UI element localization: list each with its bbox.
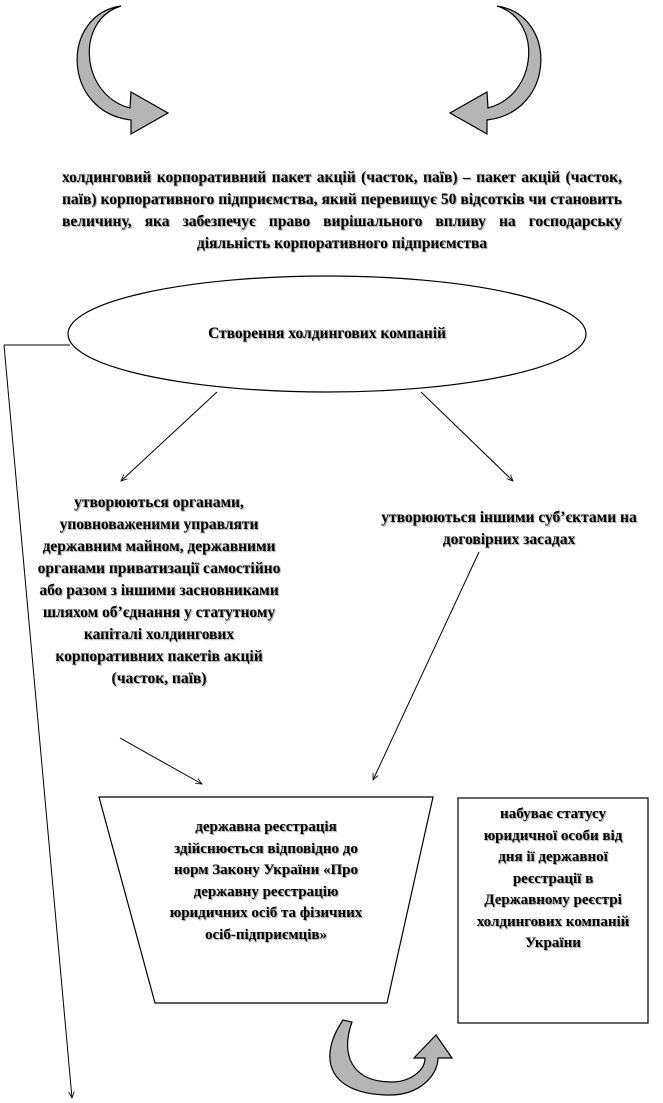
right-branch-text: утворюються іншими суб’єктами на договірних засадах <box>381 509 637 548</box>
curved-arrow-top-left-icon <box>77 6 168 134</box>
status-text: набуває статусу юридичної особи від дня ії державної реєстрації в Державному реєстрі холдингових компаній України <box>476 806 630 951</box>
definition-text: холдинговий корпоративний пакет акцій (часток, паїв) – пакет акцій (часток, паїв) корпоративного підприємства, який перевищує 50 відсотків чи становить величину, яка забезпечує право вирішального впливу на господарську діяльність корпоративного підприємства <box>62 169 622 252</box>
curved-arrow-bottom-icon <box>330 1020 452 1095</box>
left-branch-text: утворюються органами, уповноваженими управляти державним майном, державними органами приватизації самостійно або разом з іншими засновниками шляхом об’єднання у статутному капіталі холдингових корпоративних пакетів акцій (часток, паїв) <box>37 494 281 687</box>
curved-arrow-top-right-icon <box>450 6 541 134</box>
arrow-to-right-branch <box>421 392 513 481</box>
arrow-left-to-registration <box>120 738 202 784</box>
registration-text: державна реєстрація здійснюється відповідно до норм Закону України «Про державну реєстрацію юридичних осіб та фізичних осіб-підприємців» <box>169 819 363 943</box>
arrow-to-left-branch <box>121 392 217 481</box>
left-long-arrow-stem <box>4 345 72 1098</box>
arrow-right-to-registration <box>373 552 479 780</box>
ellipse-label: Створення холдингових компаній <box>208 325 446 342</box>
